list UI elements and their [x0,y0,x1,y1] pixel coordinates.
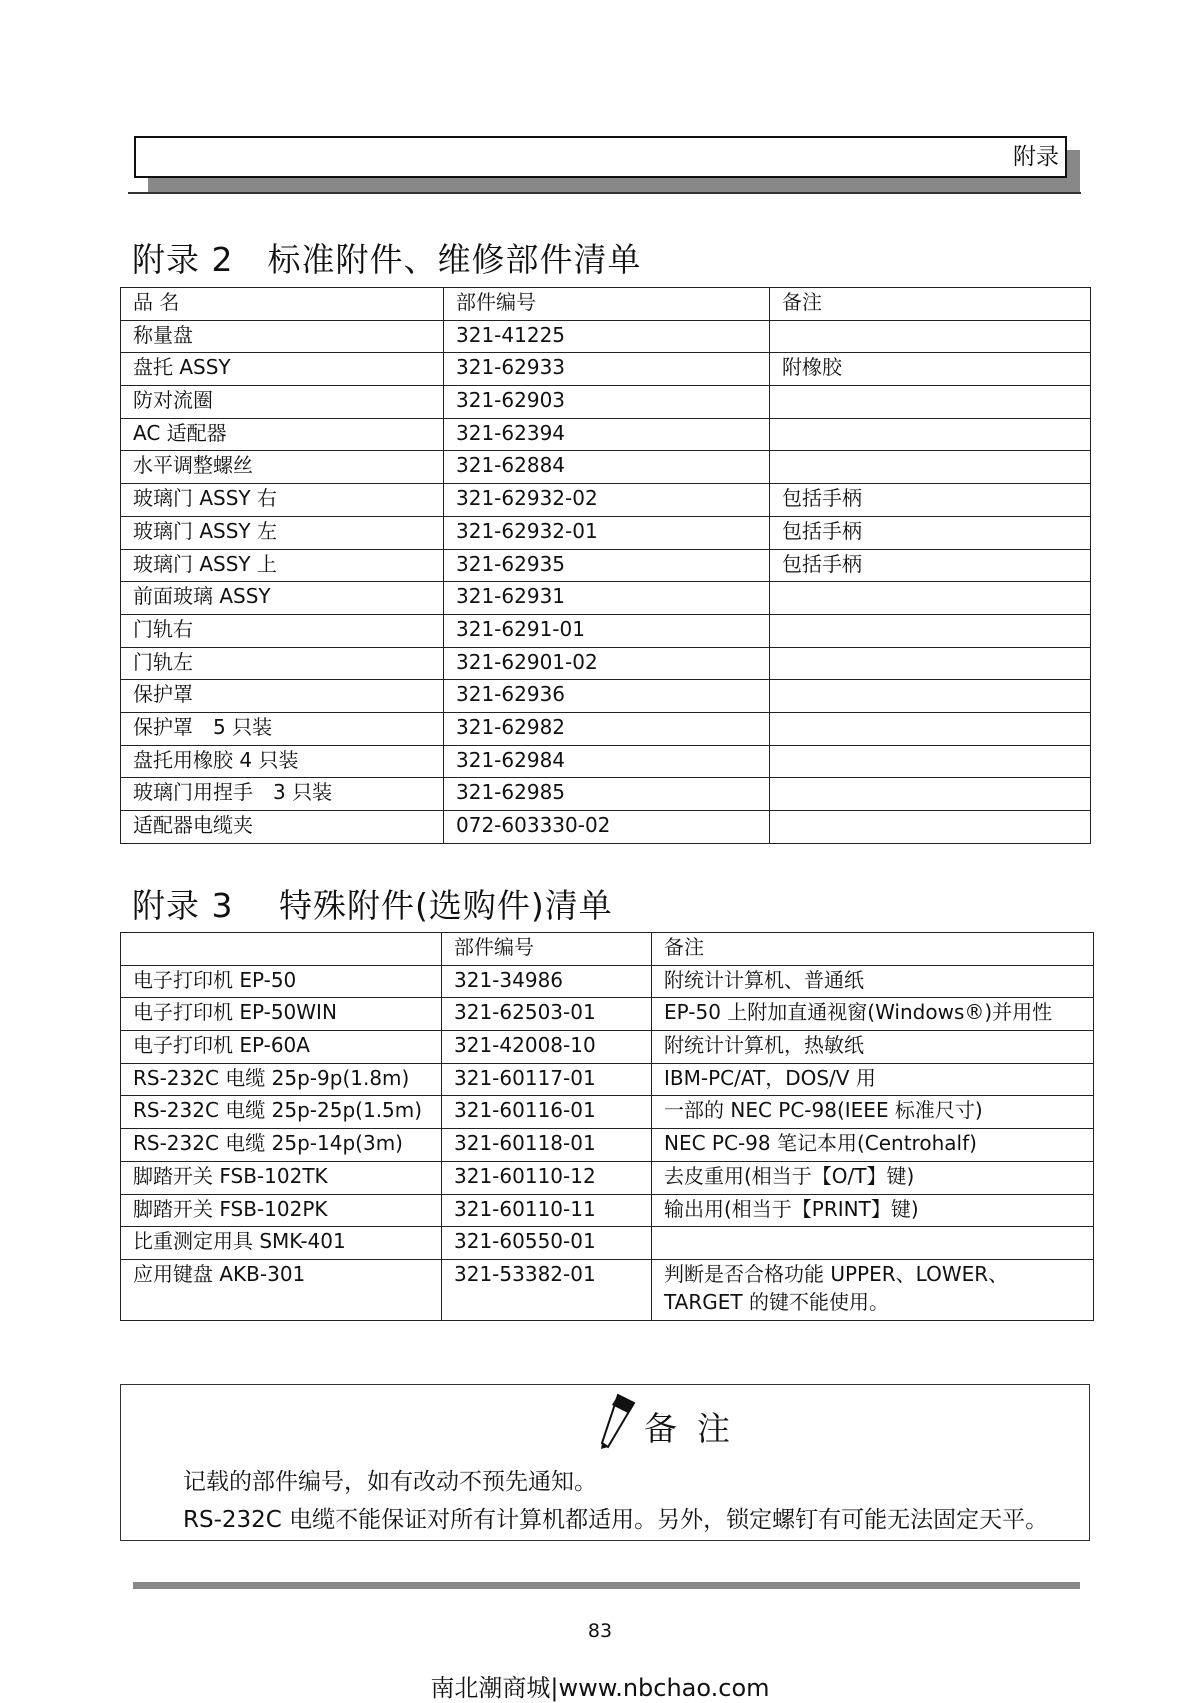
table-cell [121,933,442,966]
table-cell: 321-62931 [444,582,770,615]
table-header-row [121,933,1094,966]
table-cell [770,745,1091,778]
table-cell: 保护罩 5 只装 [121,712,444,745]
note-line: 记载的部件编号，如有改动不预先通知。 [183,1469,597,1495]
table-row [121,1194,1094,1227]
table-cell: 321-62901-02 [444,647,770,680]
table-cell: 包括手柄 [770,484,1091,517]
note-title: 备注 [644,1403,750,1450]
table-row [121,549,1091,582]
table-row [121,745,1091,778]
table-row [121,998,1094,1031]
table-cell: 部件编号 [442,933,652,966]
table-cell: 321-60116-01 [442,1096,652,1129]
table-cell: RS-232C 电缆 25p-14p(3m) [121,1129,442,1162]
table-cell: 321-62932-01 [444,516,770,549]
table-cell: NEC PC-98 笔记本用(Centrohalf) [652,1129,1094,1162]
table-cell: 应用键盘 AKB-301 [121,1259,442,1320]
table-cell: 备注 [652,933,1094,966]
standard-parts-table [120,287,1091,844]
optional-parts-table [120,932,1094,1321]
table-cell: 水平调整螺丝 [121,451,444,484]
table-cell: 321-6291-01 [444,614,770,647]
table-cell [770,451,1091,484]
table-cell: 321-62933 [444,353,770,386]
table-cell: EP-50 上附加直通视窗(Windows®)并用性 [652,998,1094,1031]
table-cell: 品 名 [121,288,444,321]
table-cell: 321-62982 [444,712,770,745]
table-row [121,451,1091,484]
table-cell: AC 适配器 [121,418,444,451]
table-cell: 防对流圈 [121,386,444,419]
table-cell: 321-42008-10 [442,1031,652,1064]
table-cell: 前面玻璃 ASSY [121,582,444,615]
table-cell [770,647,1091,680]
table-cell: 去皮重用(相当于【O/T】键) [652,1161,1094,1194]
table-cell: 比重测定用具 SMK-401 [121,1227,442,1260]
table-cell: 电子打印机 EP-50WIN [121,998,442,1031]
table-cell [652,1227,1094,1260]
table-cell: 321-60550-01 [442,1227,652,1260]
table-row [121,965,1094,998]
table-cell: 判断是否合格功能 UPPER、LOWER、TARGET 的键不能使用。 [652,1259,1094,1320]
table-cell: 321-60117-01 [442,1063,652,1096]
table-cell: 一部的 NEC PC-98(IEEE 标准尺寸) [652,1096,1094,1129]
table-cell [770,778,1091,811]
table-cell: 玻璃门 ASSY 上 [121,549,444,582]
appendix3-title: 附录 3 特殊附件(选购件)清单 [132,886,613,925]
table-cell: 321-62935 [444,549,770,582]
table-cell: 电子打印机 EP-50 [121,965,442,998]
table-row [121,1161,1094,1194]
table-cell: 附统计计算机、普通纸 [652,965,1094,998]
table-cell: 盘托 ASSY [121,353,444,386]
table-row [121,418,1091,451]
pencil-icon [596,1391,636,1451]
table-cell: 321-60118-01 [442,1129,652,1162]
table-cell: 称量盘 [121,320,444,353]
table-cell: 玻璃门 ASSY 右 [121,484,444,517]
table-row [121,484,1091,517]
table-row [121,1227,1094,1260]
table-cell: 附橡胶 [770,353,1091,386]
table-cell: 脚踏开关 FSB-102TK [121,1161,442,1194]
table-cell: 脚踏开关 FSB-102PK [121,1194,442,1227]
table-row [121,712,1091,745]
table-row [121,778,1091,811]
table-cell [770,712,1091,745]
footer-divider [133,1582,1080,1589]
table-cell: 适配器电缆夹 [121,811,444,844]
header-divider [128,192,1081,194]
table-cell: 部件编号 [444,288,770,321]
table-row [121,386,1091,419]
table-row [121,1063,1094,1096]
table-cell: 321-60110-12 [442,1161,652,1194]
table-cell: 电子打印机 EP-60A [121,1031,442,1064]
table-cell: 321-62985 [444,778,770,811]
table-cell: 附统计计算机，热敏纸 [652,1031,1094,1064]
table-row [121,1031,1094,1064]
table-cell [770,811,1091,844]
table-cell: 包括手柄 [770,516,1091,549]
table-row [121,647,1091,680]
table-row [121,1129,1094,1162]
table-row [121,614,1091,647]
table-row [121,353,1091,386]
appendix2-title: 附录 2 标准附件、维修部件清单 [132,240,642,279]
table-cell: 321-62503-01 [442,998,652,1031]
table-cell: 321-62903 [444,386,770,419]
table-cell: 321-62932-02 [444,484,770,517]
section-header: 附录 [134,136,1067,178]
table-cell [770,418,1091,451]
table-cell: 玻璃门 ASSY 左 [121,516,444,549]
table-cell: 321-62394 [444,418,770,451]
table-row [121,1096,1094,1129]
table-cell: 门轨右 [121,614,444,647]
table-cell: 321-34986 [442,965,652,998]
table-cell: 输出用(相当于【PRINT】键) [652,1194,1094,1227]
table-cell [770,582,1091,615]
table-row [121,680,1091,713]
table-cell: 321-41225 [444,320,770,353]
table-cell [770,614,1091,647]
footer-watermark: 南北潮商城|www.nbchao.com [430,1674,770,1702]
table-cell: RS-232C 电缆 25p-25p(1.5m) [121,1096,442,1129]
table-cell: 备注 [770,288,1091,321]
table-row [121,811,1091,844]
table-row [121,582,1091,615]
table-cell [770,680,1091,713]
table-cell: 321-62984 [444,745,770,778]
table-cell: IBM-PC/AT，DOS/V 用 [652,1063,1094,1096]
table-cell: 玻璃门用捏手 3 只装 [121,778,444,811]
table-header-row [121,288,1091,321]
table-cell: RS-232C 电缆 25p-9p(1.8m) [121,1063,442,1096]
page-number: 83 [587,1620,613,1642]
table-cell [770,386,1091,419]
table-row [121,320,1091,353]
note-box [120,1384,1090,1541]
note-line: RS-232C 电缆不能保证对所有计算机都适用。另外，锁定螺钉有可能无法固定天平。 [183,1507,1049,1533]
table-cell: 321-62884 [444,451,770,484]
table-cell: 盘托用橡胶 4 只装 [121,745,444,778]
table-cell: 321-62936 [444,680,770,713]
table-cell: 门轨左 [121,647,444,680]
table-cell: 321-60110-11 [442,1194,652,1227]
table-cell: 072-603330-02 [444,811,770,844]
table-cell: 包括手柄 [770,549,1091,582]
table-cell: 保护罩 [121,680,444,713]
table-cell [770,320,1091,353]
table-row [121,516,1091,549]
table-cell: 321-53382-01 [442,1259,652,1320]
table-row [121,1259,1094,1320]
